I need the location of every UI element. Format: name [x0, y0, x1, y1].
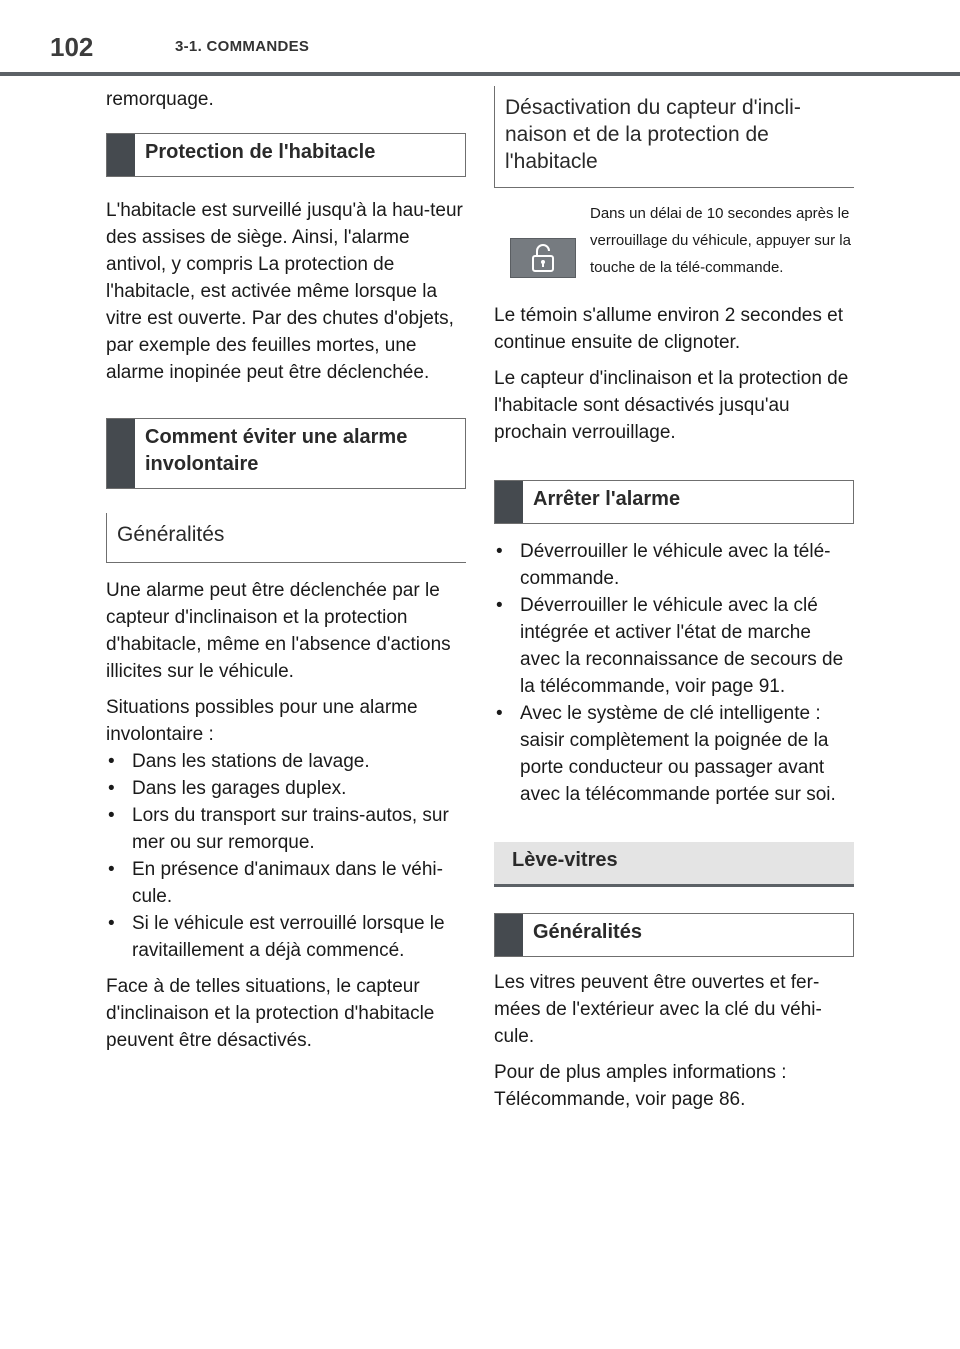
left-column [106, 86, 466, 1063]
list-item: • Lors du transport sur trains-autos, sur mer ou sur remorque. [106, 802, 466, 856]
heading-protection-habitacle [106, 133, 466, 177]
paragraph-situations: Situations possibles pour une alarme involontaire : [106, 697, 418, 745]
heading-text: Généralités [533, 921, 642, 943]
chapter-title: 3-1. COMMANDES [175, 38, 310, 55]
heading-bar [107, 419, 135, 488]
paragraph-face: Face à de telles situations, le capteur d'inclinaison et la protection d'habitacle peuvent être désactivés. [106, 976, 435, 1051]
heading-text: Comment éviter une alarme involontaire [145, 426, 408, 475]
paragraph-generalites: Une alarme peut être déclenchée par le capteur d'inclinaison et la protection d'habitacle, même en l'absence d'actions illicites sur le véhicule. [106, 580, 451, 682]
paragraph-capteur: Le capteur d'inclinaison et la protection de l'habitacle sont désactivés jusqu'au prochain verrouillage. [494, 368, 849, 443]
list-item: • Dans les stations de lavage. [106, 748, 466, 775]
icon-caption: Dans un délai de 10 secondes après le verrouillage du véhicule, appuyer sur la touche de la télé-commande. [590, 205, 851, 276]
heading-bar [495, 914, 523, 956]
heading-text: Généralités [117, 523, 225, 546]
page-header [0, 0, 960, 78]
heading-generalites [106, 513, 466, 563]
list-item: • Déverrouiller le véhicule avec la télé-commande. [494, 538, 854, 592]
heading-text: Protection de l'habitacle [145, 141, 376, 163]
heading-bar [107, 134, 135, 176]
unlock-icon [530, 243, 556, 273]
heading-bar [495, 481, 523, 523]
paragraph-infos: Pour de plus amples informations : Télécommande, voir page 86. [494, 1062, 787, 1110]
list-item: • Dans les garages duplex. [106, 775, 466, 802]
heading-leve-vitres [494, 842, 854, 887]
heading-text: Lève-vitres [512, 849, 618, 871]
list-item: • Si le véhicule est verrouillé lorsque le ravitaillement a déjà commencé. [106, 910, 466, 964]
paragraph-protection: L'habitacle est surveillé jusqu'à la hau-teur des assises de siège. Ainsi, l'alarme antivol, y compris La protection de l'habitacle, est activée même lorsque la vitre est ouverte. Par des chutes d'objets, par exemple des feuilles mortes, une alarme inopinée peut être déclenchée. [106, 200, 463, 383]
list-item: • Déverrouiller le véhicule avec la clé intégrée et activer l'état de marche avec la reconnaissance de secours de la télécommande, voir page 91. [494, 592, 854, 700]
header-rule [0, 72, 960, 76]
heading-text: Arrêter l'alarme [533, 488, 681, 510]
heading-text: Désactivation du capteur d'incli-naison et de la protection de l'habitacle [505, 96, 801, 173]
paragraph-temoin: Le témoin s'allume environ 2 secondes et continue ensuite de clignoter. [494, 305, 843, 353]
list-item: • En présence d'animaux dans le véhi-cule. [106, 856, 466, 910]
heading-generalites-vitres [494, 913, 854, 957]
list-item: • Avec le système de clé intelligente : saisir complètement la poignée de la porte conducteur ou passager avant avec la télécommande portée sur soi. [494, 700, 854, 808]
heading-eviter-alarme [106, 418, 466, 489]
remote-unlock-button [510, 238, 576, 278]
intro-fragment: remorquage. [106, 89, 214, 110]
situations-list [106, 748, 466, 964]
remote-key-instruction [494, 188, 854, 298]
heading-arreter-alarme [494, 480, 854, 524]
heading-desactivation [494, 86, 854, 188]
paragraph-vitres: Les vitres peuvent être ouvertes et fer-mées de l'extérieur avec la clé du véhi-cule. [494, 972, 822, 1047]
page-number: 102 [50, 32, 94, 62]
arreter-list [494, 538, 854, 808]
right-column [494, 86, 854, 1122]
